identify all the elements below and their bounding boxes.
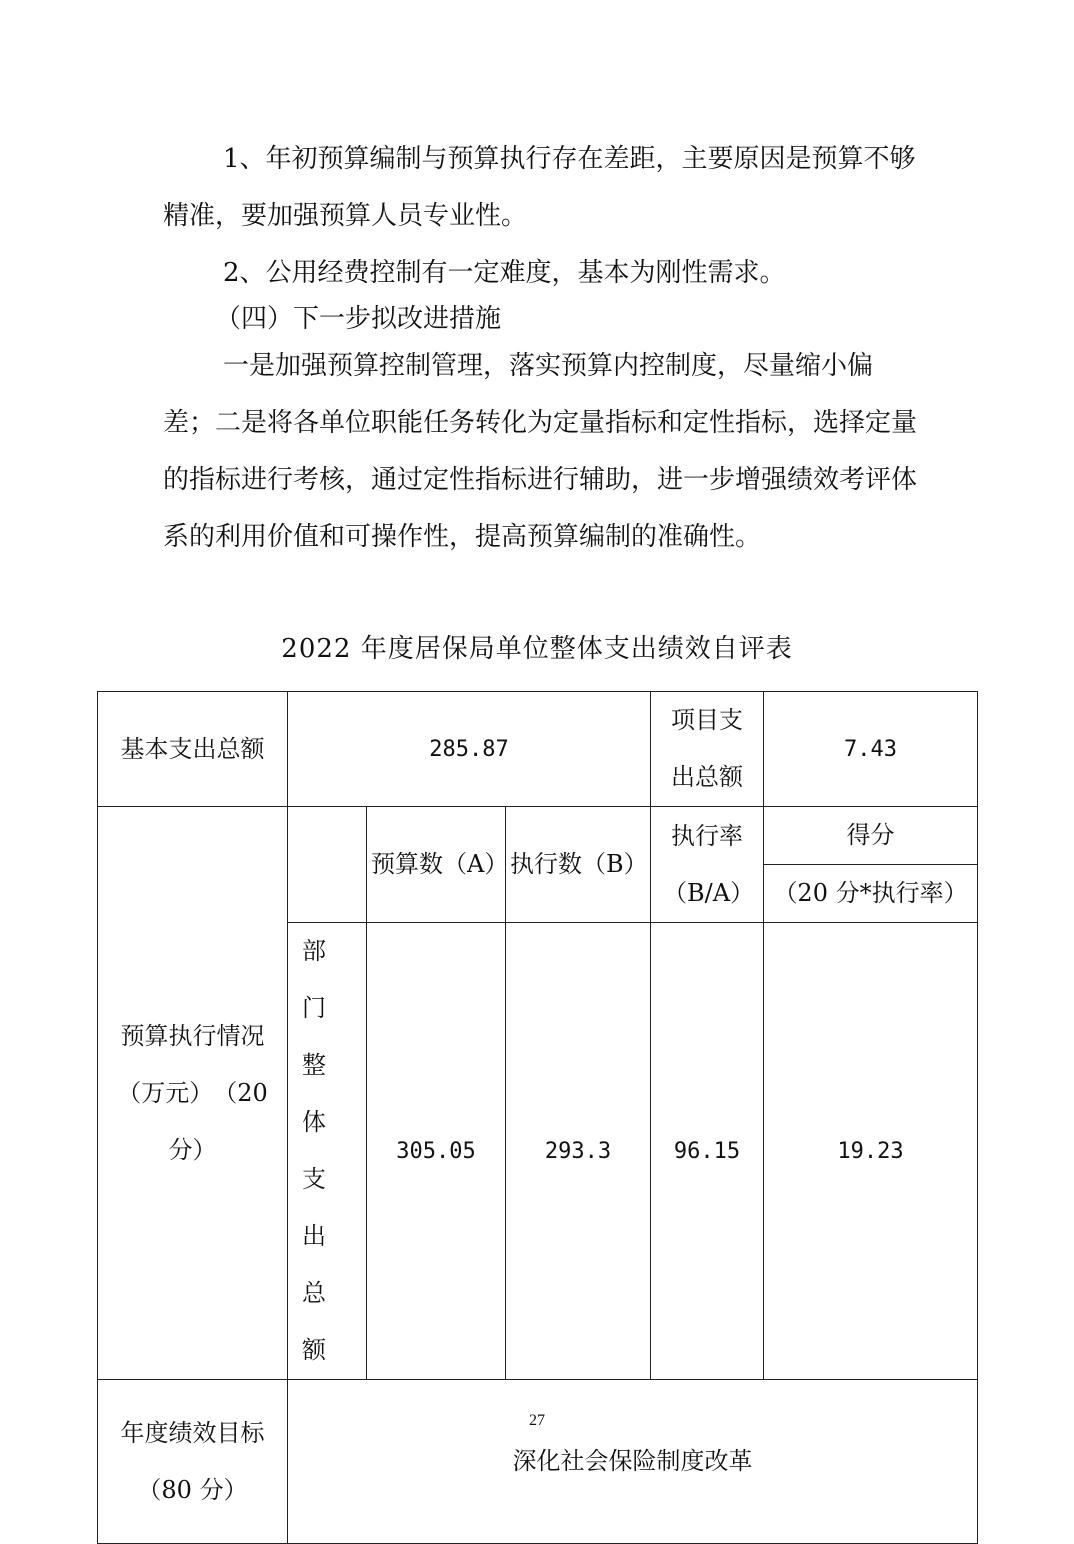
department-total-label: 部门整体支出总额	[288, 923, 367, 1380]
empty-cell	[288, 807, 367, 923]
annual-goal-value: 深化社会保险制度改革	[288, 1380, 978, 1544]
section-heading-improvements: （四）下一步拟改进措施	[215, 304, 502, 334]
project-expense-label: 项目支出总额	[651, 692, 764, 807]
header-score-formula: （20 分*执行率）	[764, 865, 978, 923]
project-expense-value: 7.43	[764, 692, 978, 807]
header-execution: 执行数（B）	[506, 807, 651, 923]
basic-expense-label: 基本支出总额	[98, 692, 288, 807]
header-rate: 执行率（B/A）	[651, 807, 764, 923]
paragraph-measures: 一是加强预算控制管理，落实预算内控制度，尽量缩小偏差；二是将各单位职能任务转化为定量指标和定性指标，选择定量的指标进行考核，通过定性指标进行辅助，进一步增强绩效考评体系的利用价值和可操作性，提高预算编制的准确性。	[163, 351, 918, 552]
header-budget: 预算数（A）	[367, 807, 506, 923]
annual-goal-label: 年度绩效目标（80 分）	[98, 1380, 288, 1544]
budget-execution-label: 预算执行情况（万元） （20 分）	[98, 807, 288, 1380]
execution-b-value: 293.3	[506, 923, 651, 1380]
header-score: 得分	[764, 807, 978, 865]
basic-expense-value: 285.87	[288, 692, 651, 807]
table-row	[98, 1380, 978, 1544]
budget-a-value: 305.05	[367, 923, 506, 1380]
paragraph-budget-gap: 1、年初预算编制与预算执行存在差距，主要原因是预算不够精准，要加强预算人员专业性。	[163, 144, 916, 231]
table-title: 2022 年度居保局单位整体支出绩效自评表	[281, 634, 793, 664]
table-row	[98, 807, 978, 865]
rate-value: 96.15	[651, 923, 764, 1380]
page-number: 27	[529, 1412, 545, 1429]
table-row	[98, 692, 978, 807]
paragraph-public-funds: 2、公用经费控制有一定难度，基本为刚性需求。	[223, 258, 786, 288]
score-value: 19.23	[764, 923, 978, 1380]
